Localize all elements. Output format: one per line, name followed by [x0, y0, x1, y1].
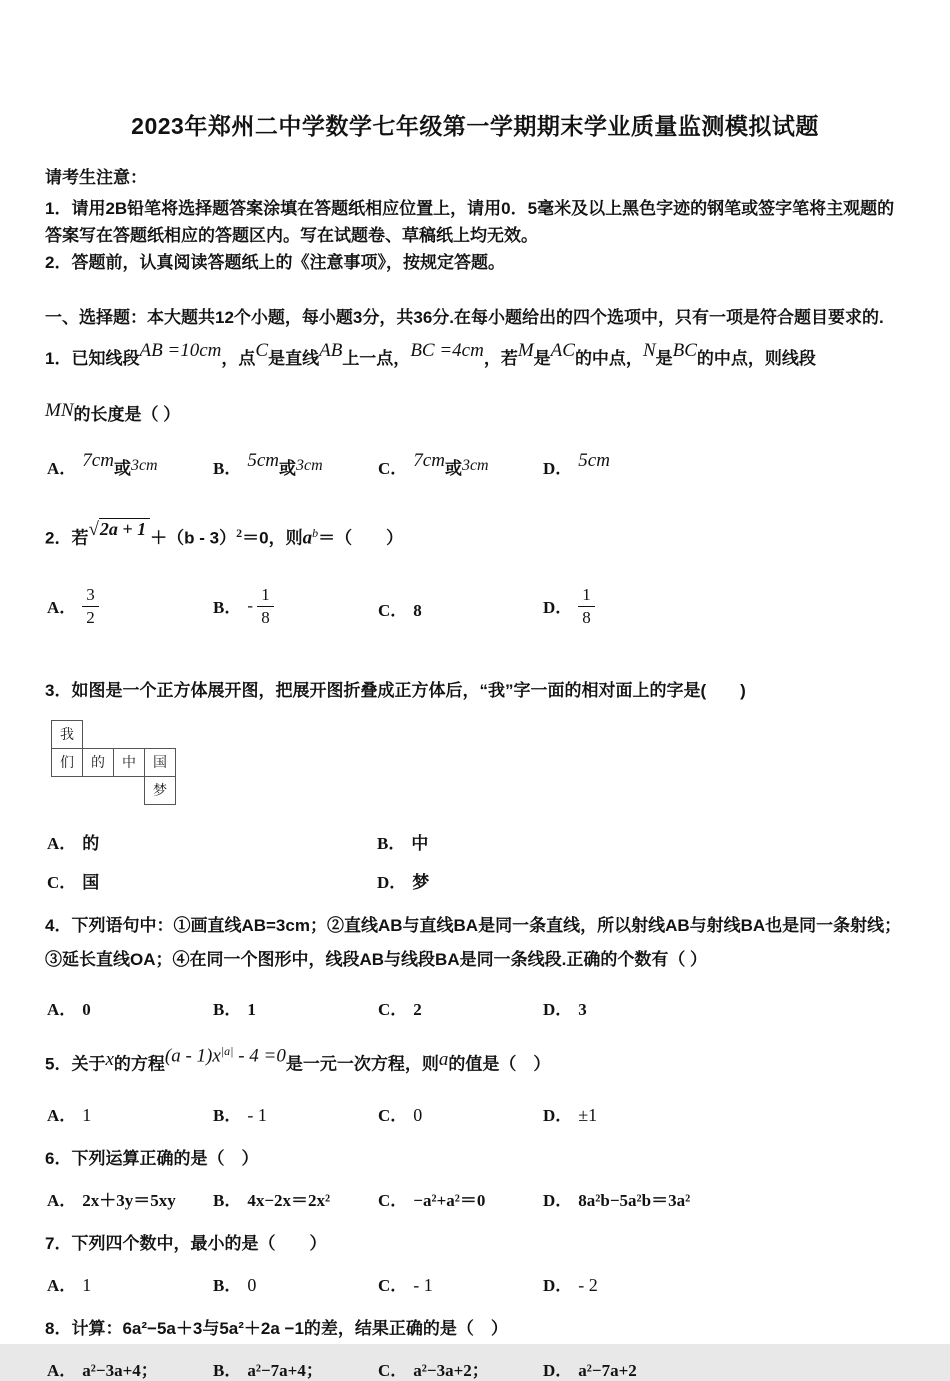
q1-option-d-label: D．	[543, 459, 573, 478]
q1-option-c-or: 或	[444, 459, 462, 478]
q3-option-c-label: C．	[47, 872, 77, 892]
q6-option-a-label: A．	[47, 1191, 77, 1211]
q2-option-d-fraction	[578, 585, 595, 629]
q6-option-c-value: −a²+a²＝0	[413, 1191, 486, 1211]
q5-option-d-value: ±1	[578, 1105, 598, 1126]
q8-option-c	[378, 1356, 543, 1381]
q1-option-b-label: B．	[213, 459, 242, 478]
q6-option-b	[213, 1186, 378, 1211]
q1-math-n: N	[642, 340, 656, 361]
q1-math-ac: AC	[550, 340, 575, 361]
q8-option-d-value: a²−7a+2	[578, 1361, 637, 1381]
question-7	[45, 1229, 905, 1296]
q5-math-x: x	[105, 1049, 114, 1071]
q4-option-d-value: 3	[578, 999, 587, 1019]
q8-option-c-value: a²−3a+2；	[413, 1361, 489, 1381]
q5-text-prefix: 5．关于	[45, 1054, 106, 1074]
q1-math-bc: BC	[672, 340, 697, 361]
q2-option-d-label: D．	[543, 598, 573, 618]
q8-option-b-value: a²−7a+4；	[247, 1361, 323, 1381]
q8-option-a-value: a²−3a+4；	[82, 1361, 158, 1381]
question-5-stem	[45, 1040, 905, 1084]
q5-math-a: a	[438, 1049, 449, 1071]
q4-option-c-label: C．	[378, 999, 408, 1019]
question-7-options	[47, 1271, 905, 1296]
q7-option-d-value: - 2	[578, 1275, 598, 1296]
q3-option-c	[47, 868, 377, 893]
q2-square-exponent: 2	[236, 526, 243, 540]
question-6-options	[47, 1186, 905, 1211]
q5-option-c-value: 0	[413, 1105, 423, 1126]
net-cell-meng: 梦	[144, 776, 176, 805]
q1-text-dian: ，点	[221, 349, 256, 368]
page-title: 2023年郑州二中学数学七年级第一学期期末学业质量监测模拟试题	[131, 113, 819, 139]
q5-option-c-label: C．	[378, 1106, 408, 1126]
q5-option-d	[543, 1101, 905, 1126]
q1-math-mn: MN	[45, 400, 74, 421]
q1-text-length: 的长度是（ ）	[73, 405, 181, 424]
q4-option-a-label: A．	[47, 999, 77, 1019]
q3-option-b-value: 中	[411, 833, 429, 853]
question-3	[45, 676, 905, 893]
q5-exponent-abs-a: |a|	[220, 1043, 234, 1058]
q5-option-b-label: B．	[213, 1106, 242, 1126]
q1-option-a-value-1: 7cm	[82, 450, 114, 471]
q6-option-c-label: C．	[378, 1191, 408, 1211]
q7-option-c-value: - 1	[413, 1275, 433, 1296]
question-1	[45, 340, 905, 480]
question-3-options-row-2	[47, 868, 905, 893]
q8-option-b-label: B．	[213, 1361, 242, 1381]
fraction-denominator: 8	[261, 608, 270, 628]
q7-option-b-value: 0	[247, 1275, 257, 1296]
q2-text-prefix: 2．若	[45, 528, 89, 548]
q3-option-b	[377, 829, 905, 854]
q3-option-a-label: A．	[47, 833, 77, 853]
q2-option-d	[543, 584, 905, 631]
q5-option-a-label: A．	[47, 1106, 77, 1126]
q7-option-a-value: 1	[82, 1275, 92, 1296]
q5-math-expr-tail: - 4 =0	[233, 1045, 286, 1067]
q3-option-d-label: D．	[377, 872, 407, 892]
q1-option-a-label: A．	[47, 459, 77, 478]
q1-option-c-value-1: 7cm	[413, 450, 445, 471]
q5-option-b	[213, 1101, 378, 1126]
q6-option-d-value: 8a²b−5a²b＝3a²	[578, 1191, 691, 1211]
fraction-numerator: 1	[578, 585, 595, 607]
question-2-stem	[45, 516, 905, 556]
question-1-stem-line-1	[45, 340, 905, 374]
q2-text-tail: ＝（ ）	[318, 528, 404, 548]
net-cell-men: 们	[51, 748, 83, 777]
q4-option-a-value: 0	[82, 999, 91, 1019]
section-heading: 一、选择题：本大题共12个小题，每小题3分，共36分.在每小题给出的四个选项中，只有一项是符合题目要求的.	[45, 308, 884, 327]
q2-option-c-value: 8	[413, 601, 422, 621]
q7-option-b	[213, 1271, 378, 1296]
notice-item-2: 2．答题前，认真阅读答题纸上的《注意事项》，按规定答题。	[45, 253, 505, 272]
q1-text-mid2: 的中点，则线段	[696, 349, 816, 368]
q5-option-b-value: - 1	[247, 1105, 267, 1126]
q1-option-c-label: C．	[378, 459, 408, 478]
fraction-numerator: 3	[82, 585, 99, 607]
question-1-options	[47, 450, 905, 480]
q2-option-a-fraction	[82, 585, 99, 629]
net-cell-wo: 我	[51, 720, 83, 749]
q1-math-bc4cm: BC =4cm	[410, 340, 484, 361]
q5-text-equation: 的方程	[113, 1054, 165, 1074]
q2-math-a: a	[302, 527, 313, 549]
q1-option-d-value: 5cm	[578, 450, 610, 471]
q6-option-d-label: D．	[543, 1191, 573, 1211]
q8-option-a	[47, 1356, 213, 1381]
q1-option-c-value-2: 3cm	[461, 457, 489, 474]
question-8-stem: 8．计算：6a²−5a＋3与5a²＋2a −1的差，结果正确的是（ ）	[45, 1319, 508, 1339]
q1-option-b	[213, 450, 378, 480]
q1-option-d	[543, 450, 905, 480]
question-1-stem-line-2	[45, 400, 905, 430]
q4-option-c-value: 2	[413, 999, 422, 1019]
q2-sqrt-expression	[88, 512, 150, 547]
q1-option-c	[378, 450, 543, 480]
q2-option-b	[213, 584, 378, 631]
q6-option-a	[47, 1186, 213, 1211]
q8-option-a-label: A．	[47, 1361, 77, 1381]
q1-text-ruo: ，若	[483, 349, 518, 368]
q3-option-b-label: B．	[377, 833, 406, 853]
question-8	[45, 1314, 905, 1381]
radical-sign: √	[88, 518, 99, 540]
fraction-numerator: 1	[257, 585, 274, 607]
q7-option-c	[378, 1271, 543, 1296]
q1-option-b-value-2: 3cm	[296, 457, 323, 474]
question-4-options	[47, 995, 905, 1020]
q7-option-a-label: A．	[47, 1276, 77, 1296]
q5-option-a	[47, 1101, 213, 1126]
q2-option-c	[378, 596, 543, 621]
net-cell-guo: 国	[144, 748, 176, 777]
q6-option-c	[378, 1186, 543, 1211]
q4-option-b-label: B．	[213, 999, 242, 1019]
question-3-stem: 3．如图是一个正方体展开图，把展开图折叠成正方体后，“我”字一面的相对面上的字是( )	[45, 680, 746, 700]
q4-option-a	[47, 995, 213, 1020]
cube-net-figure	[51, 720, 905, 809]
q7-option-a	[47, 1271, 213, 1296]
q5-math-expr-base: (a - 1)x	[164, 1045, 221, 1067]
q2-exponent-b: b	[312, 526, 319, 540]
q8-option-b	[213, 1356, 378, 1381]
question-6	[45, 1144, 905, 1211]
q1-text-line: 是直线	[268, 349, 320, 368]
question-5-options	[47, 1101, 905, 1126]
q1-text-mid1: 的中点，	[574, 349, 643, 368]
q7-option-d	[543, 1271, 905, 1296]
q4-option-b	[213, 995, 378, 1020]
q6-option-a-value: 2x＋3y＝5xy	[82, 1191, 176, 1211]
q2-option-a	[47, 584, 213, 631]
question-5	[45, 1040, 905, 1127]
q5-text-linear: 是一元一次方程，则	[285, 1054, 439, 1074]
question-3-options-row-1	[47, 829, 905, 854]
q2-radicand: 2a + 1	[99, 518, 150, 539]
q2-option-c-label: C．	[378, 601, 408, 621]
q1-text-point: 上一点，	[342, 349, 411, 368]
q1-math-m: M	[517, 340, 534, 361]
q8-option-c-label: C．	[378, 1361, 408, 1381]
q2-option-b-label: B．	[213, 598, 242, 618]
q1-option-a-or: 或	[113, 459, 131, 478]
q1-option-a-value-2: 3cm	[130, 457, 158, 474]
question-2	[45, 516, 905, 636]
question-4	[45, 909, 905, 1020]
q2-text-mid: ＋（b - 3）	[150, 528, 237, 548]
q3-option-a	[47, 829, 377, 854]
q1-math-ab: AB	[319, 340, 343, 361]
question-4-stem: 4．下列语句中：①画直线AB=3cm；②直线AB与直线BA是同一条直线，所以射线AB与射线BA也是同一条射线；③延长直线OA；④在同一个图形中，线段AB与线段BA是同一条线段.正确的个数有（ ）	[45, 915, 902, 969]
q7-option-b-label: B．	[213, 1276, 242, 1296]
q5-option-c	[378, 1101, 543, 1126]
q1-math-c: C	[255, 340, 269, 361]
q4-option-c	[378, 995, 543, 1020]
question-6-stem: 6．下列运算正确的是（ ）	[45, 1149, 259, 1169]
q3-option-d	[377, 868, 905, 893]
notice-heading: 请考生注意：	[45, 168, 147, 187]
net-cell-de: 的	[82, 748, 114, 777]
q2-option-a-label: A．	[47, 598, 77, 618]
q3-option-c-value: 国	[82, 872, 100, 892]
question-2-options	[47, 582, 905, 636]
q5-option-a-value: 1	[82, 1105, 92, 1126]
q7-option-c-label: C．	[378, 1276, 408, 1296]
q6-option-b-value: 4x−2x＝2x²	[247, 1191, 331, 1211]
question-7-stem: 7．下列四个数中，最小的是（ ）	[45, 1234, 327, 1254]
q8-option-d	[543, 1356, 905, 1381]
q1-math-ab10cm: AB =10cm	[139, 340, 222, 361]
q4-option-b-value: 1	[247, 999, 256, 1019]
question-8-options	[47, 1356, 905, 1381]
q3-option-d-value: 梦	[412, 872, 430, 892]
q5-math-expression	[165, 1032, 286, 1076]
q5-text-value: 的值是（ ）	[448, 1054, 551, 1074]
q2-option-b-fraction	[257, 585, 274, 629]
q4-option-d-label: D．	[543, 999, 573, 1019]
q1-text-shi1: 是	[533, 349, 551, 368]
q4-option-d	[543, 995, 905, 1020]
fraction-denominator: 2	[86, 608, 95, 628]
q3-option-a-value: 的	[82, 833, 100, 853]
q2-text-eq: ＝0，则	[242, 528, 303, 548]
q1-option-b-or: 或	[279, 459, 296, 478]
q6-option-d	[543, 1186, 905, 1211]
notice-item-1: 1．请用2B铅笔将选择题答案涂填在答题纸相应位置上，请用0．5毫米及以上黑色字迹的钢笔或签字笔将主观题的答案写在答题纸相应的答题区内。写在试题卷、草稿纸上均无效。	[45, 199, 895, 245]
q8-option-d-label: D．	[543, 1361, 573, 1381]
q1-option-a	[47, 450, 213, 480]
fraction-denominator: 8	[582, 608, 591, 628]
q6-option-b-label: B．	[213, 1191, 242, 1211]
q2-option-b-minus: -	[247, 595, 258, 615]
q1-text-shi2: 是	[655, 349, 673, 368]
q7-option-d-label: D．	[543, 1276, 573, 1296]
net-cell-zhong: 中	[113, 748, 145, 777]
q1-option-b-value-1: 5cm	[247, 450, 279, 471]
q5-option-d-label: D．	[543, 1106, 573, 1126]
q1-text-prefix: 1．已知线段	[45, 349, 140, 368]
